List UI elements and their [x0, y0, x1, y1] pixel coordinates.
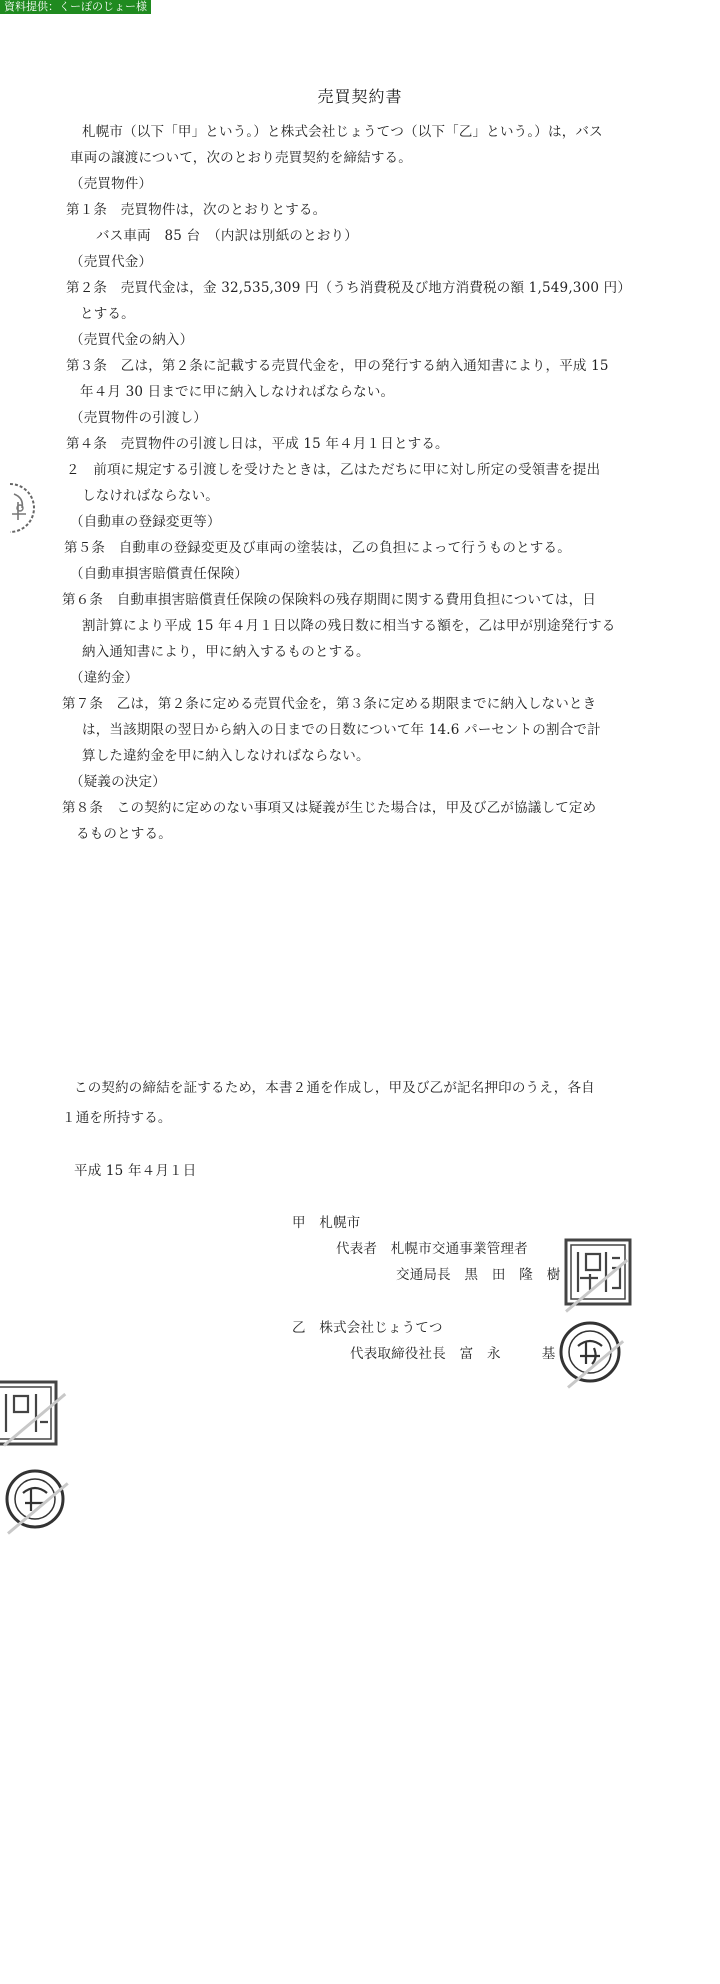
contract-line: １通を所持する。 [62, 1110, 172, 1126]
source-banner: 資料提供：くーぽのじょー様 [0, 0, 151, 14]
contract-line: （違約金） [70, 670, 139, 686]
contract-line: （自動車損害賠償責任保険） [70, 566, 249, 582]
contract-line: 札幌市（以下「甲」という。）と株式会社じょうてつ（以下「乙」という。）は，バス [82, 124, 603, 140]
contract-line: （売買代金の納入） [70, 332, 194, 348]
document-title: 売買契約書 [317, 87, 403, 106]
contract-line: 算した違約金を甲に納入しなければならない。 [82, 748, 370, 764]
contract-line: （売買物件） [70, 176, 153, 192]
contract-line: 納入通知書により，甲に納入するものとする。 [82, 644, 370, 660]
contract-line: 平成 15 年４月１日 [74, 1163, 197, 1179]
contract-line: 乙 株式会社じょうてつ [292, 1320, 443, 1336]
contract-line: バス車両 85 台 （内訳は別紙のとおり） [96, 228, 358, 244]
contract-line: 甲 札幌市 [292, 1215, 361, 1231]
contract-line: （疑義の決定） [70, 774, 166, 790]
contract-line: （売買物件の引渡し） [70, 410, 207, 426]
contract-line: るものとする。 [76, 826, 172, 842]
contract-line: 第２条 売買代金は，金 32,535,309 円（うち消費税及び地方消費税の額 1,549,300 円） [66, 280, 632, 296]
contract-line: 第１条 売買物件は，次のとおりとする。 [66, 202, 327, 218]
contract-line: 年４月 30 日までに甲に納入しなければならない。 [80, 384, 395, 400]
contract-line: 車両の譲渡について，次のとおり売買契約を締結する。 [70, 150, 412, 166]
contract-line: 第４条 売買物件の引渡し日は，平成 15 年４月１日とする。 [66, 436, 449, 452]
contract-line: 第６条 自動車損害賠償責任保険の保険料の残存期間に関する費用負担については，日 [62, 592, 597, 608]
contract-line: 交通局長 黒 田 隆 樹 [396, 1267, 561, 1283]
sapporo-seal-stamp [560, 1234, 636, 1310]
contract-line: 第７条 乙は，第２条に定める売買代金を，第３条に定める期限までに納入しないとき [62, 696, 597, 712]
margin-seal-fragment [0, 480, 44, 536]
contract-line: 第３条 乙は，第２条に記載する売買代金を，甲の発行する納入通知書により，平成 15 [66, 358, 609, 374]
contract-line: この契約の締結を証するため，本書２通を作成し，甲及び乙が記名押印のうえ，各自 [74, 1080, 595, 1096]
contract-line: 代表取締役社長 富 永 基 [350, 1346, 556, 1362]
contract-line: （自動車の登録変更等） [70, 514, 221, 530]
contract-line: 第５条 自動車の登録変更及び車両の塗装は，乙の負担によって行うものとする。 [64, 540, 571, 556]
joutetsu-seal-stamp [556, 1318, 624, 1386]
contract-line: 第８条 この契約に定めのない事項又は疑義が生じた場合は，甲及び乙が協議して定め [62, 800, 597, 816]
round-seal-fragment [2, 1466, 68, 1532]
contract-line: （売買代金） [70, 254, 153, 270]
contract-line: ２ 前項に規定する引渡しを受けたときは，乙はただちに甲に対し所定の受領書を提出 [66, 462, 601, 478]
contract-line: 代表者 札幌市交通事業管理者 [336, 1241, 528, 1257]
contract-line: しなければならない。 [82, 488, 219, 504]
contract-line: とする。 [80, 306, 135, 322]
contract-line: は，当該期限の翌日から納入の日までの日数について年 14.6 パーセントの割合で計 [82, 722, 601, 738]
contract-line: 割計算により平成 15 年４月１日以降の残日数に相当する額を，乙は甲が別途発行する [82, 618, 616, 634]
